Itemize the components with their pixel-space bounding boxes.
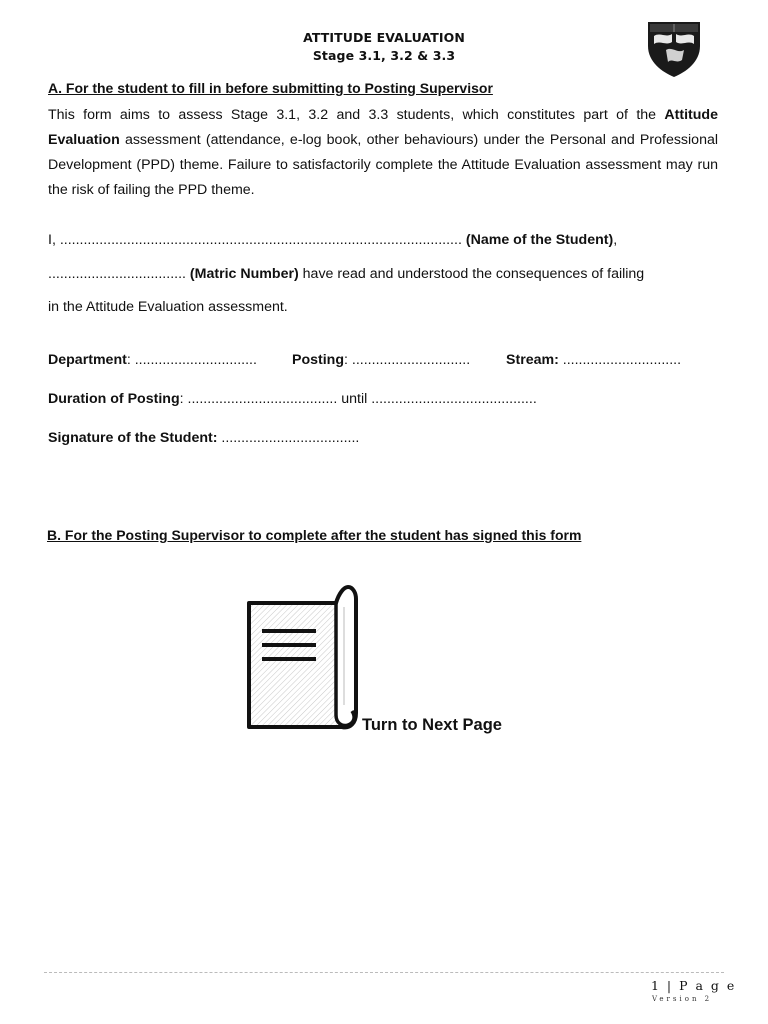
stream-label: Stream: — [506, 352, 559, 368]
section-b-heading: B. For the Posting Supervisor to complete after the student has signed this form — [47, 527, 582, 543]
duration-label: Duration of Posting — [48, 391, 180, 407]
document-title: ATTITUDE EVALUATION — [303, 30, 465, 45]
matric-number-blank[interactable]: ................................... — [48, 266, 186, 282]
duration-blank[interactable]: : ...................................... until .......................................... — [179, 391, 537, 407]
department-label: Department — [48, 352, 127, 368]
version-label: Version 2 — [652, 995, 713, 1003]
intro-bold-text: Attitude Evaluation — [48, 107, 718, 148]
matric-number-label: (Matric Number) — [189, 266, 299, 282]
declaration-consequences-text: have read and understood the consequences of failing — [298, 266, 645, 282]
declaration-closing-line: in the Attitude Evaluation assessment. — [48, 299, 288, 315]
turn-page-label: Turn to Next Page — [362, 716, 502, 734]
intro-text: This form aims to assess Stage 3.1, 3.2 and 3.3 students, which constitutes part of the — [48, 107, 665, 123]
posting-label: Posting — [292, 352, 345, 368]
section-a-heading: A. For the student to fill in before submitting to Posting Supervisor — [48, 80, 493, 96]
declaration-prefix: I, — [48, 232, 60, 248]
document-subtitle: Stage 3.1, 3.2 & 3.3 — [312, 48, 456, 63]
student-name-blank[interactable]: ...................................................................................................... — [59, 232, 462, 248]
stream-blank[interactable]: .............................. — [558, 352, 682, 368]
stream-field — [506, 352, 681, 368]
declaration-name-line — [48, 232, 617, 248]
signature-field — [48, 430, 359, 446]
posting-field — [292, 352, 470, 368]
declaration-comma: , — [613, 232, 618, 248]
signature-blank[interactable]: ................................... — [217, 430, 360, 446]
student-name-label: (Name of the Student) — [465, 232, 614, 248]
footer-divider — [44, 972, 724, 973]
duration-field — [48, 391, 537, 407]
intro-paragraph — [48, 103, 718, 203]
intro-text-continued: assessment (attendance, e-log book, other behaviours) under the Personal and Professional Development (PPD) theme. Failure to satisfactorily complete the Attitude Evaluation assessment may run the risk of failing the PPD theme. — [48, 132, 718, 198]
university-crest-icon — [646, 20, 702, 78]
department-blank[interactable]: : ............................... — [126, 352, 257, 368]
page-number: 1 | P a g e — [651, 978, 737, 993]
signature-label: Signature of the Student: — [48, 430, 218, 446]
posting-blank[interactable]: : .............................. — [344, 352, 471, 368]
department-field — [48, 352, 257, 368]
scroll-page-icon — [244, 585, 360, 733]
declaration-matric-line — [48, 266, 644, 282]
